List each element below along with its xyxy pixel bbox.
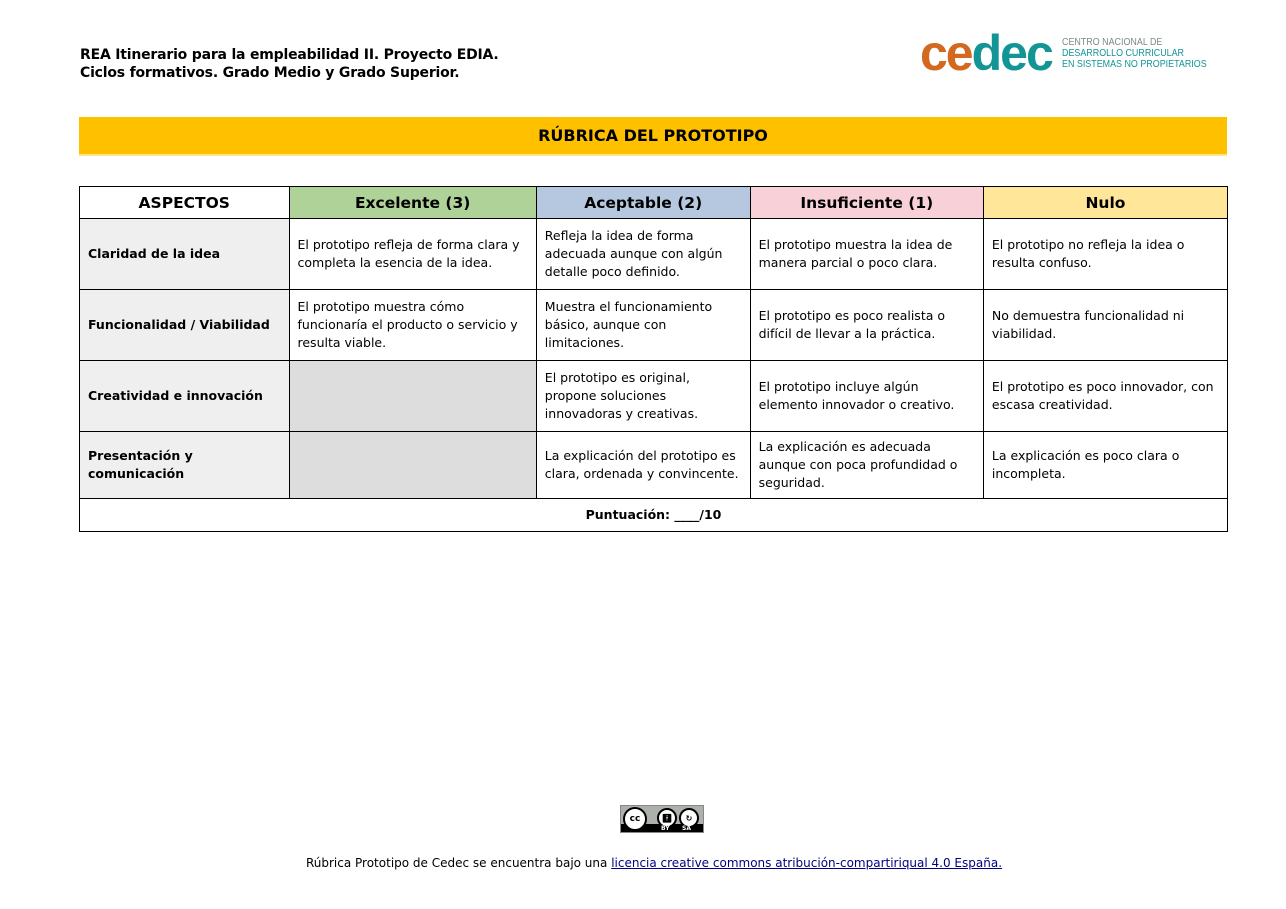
criteria-cell: Refleja la idea de forma adecuada aunque con algún detalle poco definido.: [536, 219, 750, 290]
aspect-cell: Claridad de la idea: [80, 219, 290, 290]
cc-icon: cc: [623, 807, 647, 831]
empty-cell: [289, 361, 536, 432]
header-insuficiente: Insuficiente (1): [750, 187, 983, 219]
rubric-title: RÚBRICA DEL PROTOTIPO: [538, 126, 768, 145]
criteria-cell: Muestra el funcionamiento básico, aunque con limitaciones.: [536, 290, 750, 361]
header-aceptable: Aceptable (2): [536, 187, 750, 219]
table-row: [80, 432, 1228, 499]
criteria-cell: La explicación es poco clara o incompleta.: [983, 432, 1227, 499]
header-aspectos: ASPECTOS: [80, 187, 290, 219]
logo-ce: ce: [920, 25, 972, 81]
table-row: [80, 219, 1228, 290]
by-label: BY: [661, 825, 670, 832]
share-alike-icon: ↻: [679, 808, 699, 828]
header-row: [80, 187, 1228, 219]
license-text: Rúbrica Prototipo de Cedec se encuentra bajo una: [305, 856, 612, 870]
empty-cell: [289, 432, 536, 499]
logo-sub-3: EN SISTEMAS NO PROPIETARIOS: [1061, 57, 1207, 70]
header-line-1: REA Itinerario para la empleabilidad II. Proyecto EDIA.: [80, 47, 499, 63]
criteria-cell: El prototipo es poco innovador, con escasa creatividad.: [983, 361, 1227, 432]
sa-label: SA: [682, 825, 691, 832]
aspect-cell: Creatividad e innovación: [80, 361, 290, 432]
header-line-2: Ciclos formativos. Grado Medio y Grado Superior.: [80, 65, 460, 81]
criteria-cell: El prototipo muestra cómo funcionaría el producto o servicio y resulta viable.: [289, 290, 536, 361]
score-row: [80, 499, 1228, 532]
logo-sub-2: DESARROLLO CURRICULAR: [1061, 46, 1184, 59]
license-link[interactable]: licencia creative commons atribución-compartiriqual 4.0 España.: [611, 856, 1003, 870]
criteria-cell: El prototipo muestra la idea de manera parcial o poco clara.: [750, 219, 983, 290]
logo-dec: dec: [971, 25, 1052, 81]
criteria-cell: La explicación es adecuada aunque con poca profundidad o seguridad.: [750, 432, 983, 499]
table-row: [80, 290, 1228, 361]
cc-by-sa-badge: [620, 805, 704, 833]
logo-subtitle: [1062, 37, 1207, 70]
rubric-table: [79, 186, 1228, 532]
logo-wordmark: [920, 25, 1052, 81]
criteria-cell: El prototipo es original, propone soluciones innovadoras y creativas.: [536, 361, 750, 432]
rubric-title-banner: [79, 117, 1227, 156]
table-row: [80, 361, 1228, 432]
cedec-logo: [920, 25, 1232, 81]
attribution-icon: 🚹︎: [657, 808, 677, 828]
aspect-cell: Funcionalidad / Viabilidad: [80, 290, 290, 361]
license-footer: [0, 856, 1286, 870]
document-header: [80, 46, 499, 82]
criteria-cell: El prototipo refleja de forma clara y completa la esencia de la idea.: [289, 219, 536, 290]
criteria-cell: El prototipo incluye algún elemento innovador o creativo.: [750, 361, 983, 432]
logo-sub-1: CENTRO NACIONAL DE: [1061, 35, 1163, 48]
score-cell: Puntuación: ____/10: [80, 499, 1228, 532]
criteria-cell: El prototipo es poco realista o difícil de llevar a la práctica.: [750, 290, 983, 361]
aspect-cell: Presentación y comunicación: [80, 432, 290, 499]
criteria-cell: La explicación del prototipo es clara, ordenada y convincente.: [536, 432, 750, 499]
header-excelente: Excelente (3): [289, 187, 536, 219]
header-nulo: Nulo: [983, 187, 1227, 219]
criteria-cell: El prototipo no refleja la idea o resulta confuso.: [983, 219, 1227, 290]
criteria-cell: No demuestra funcionalidad ni viabilidad.: [983, 290, 1227, 361]
